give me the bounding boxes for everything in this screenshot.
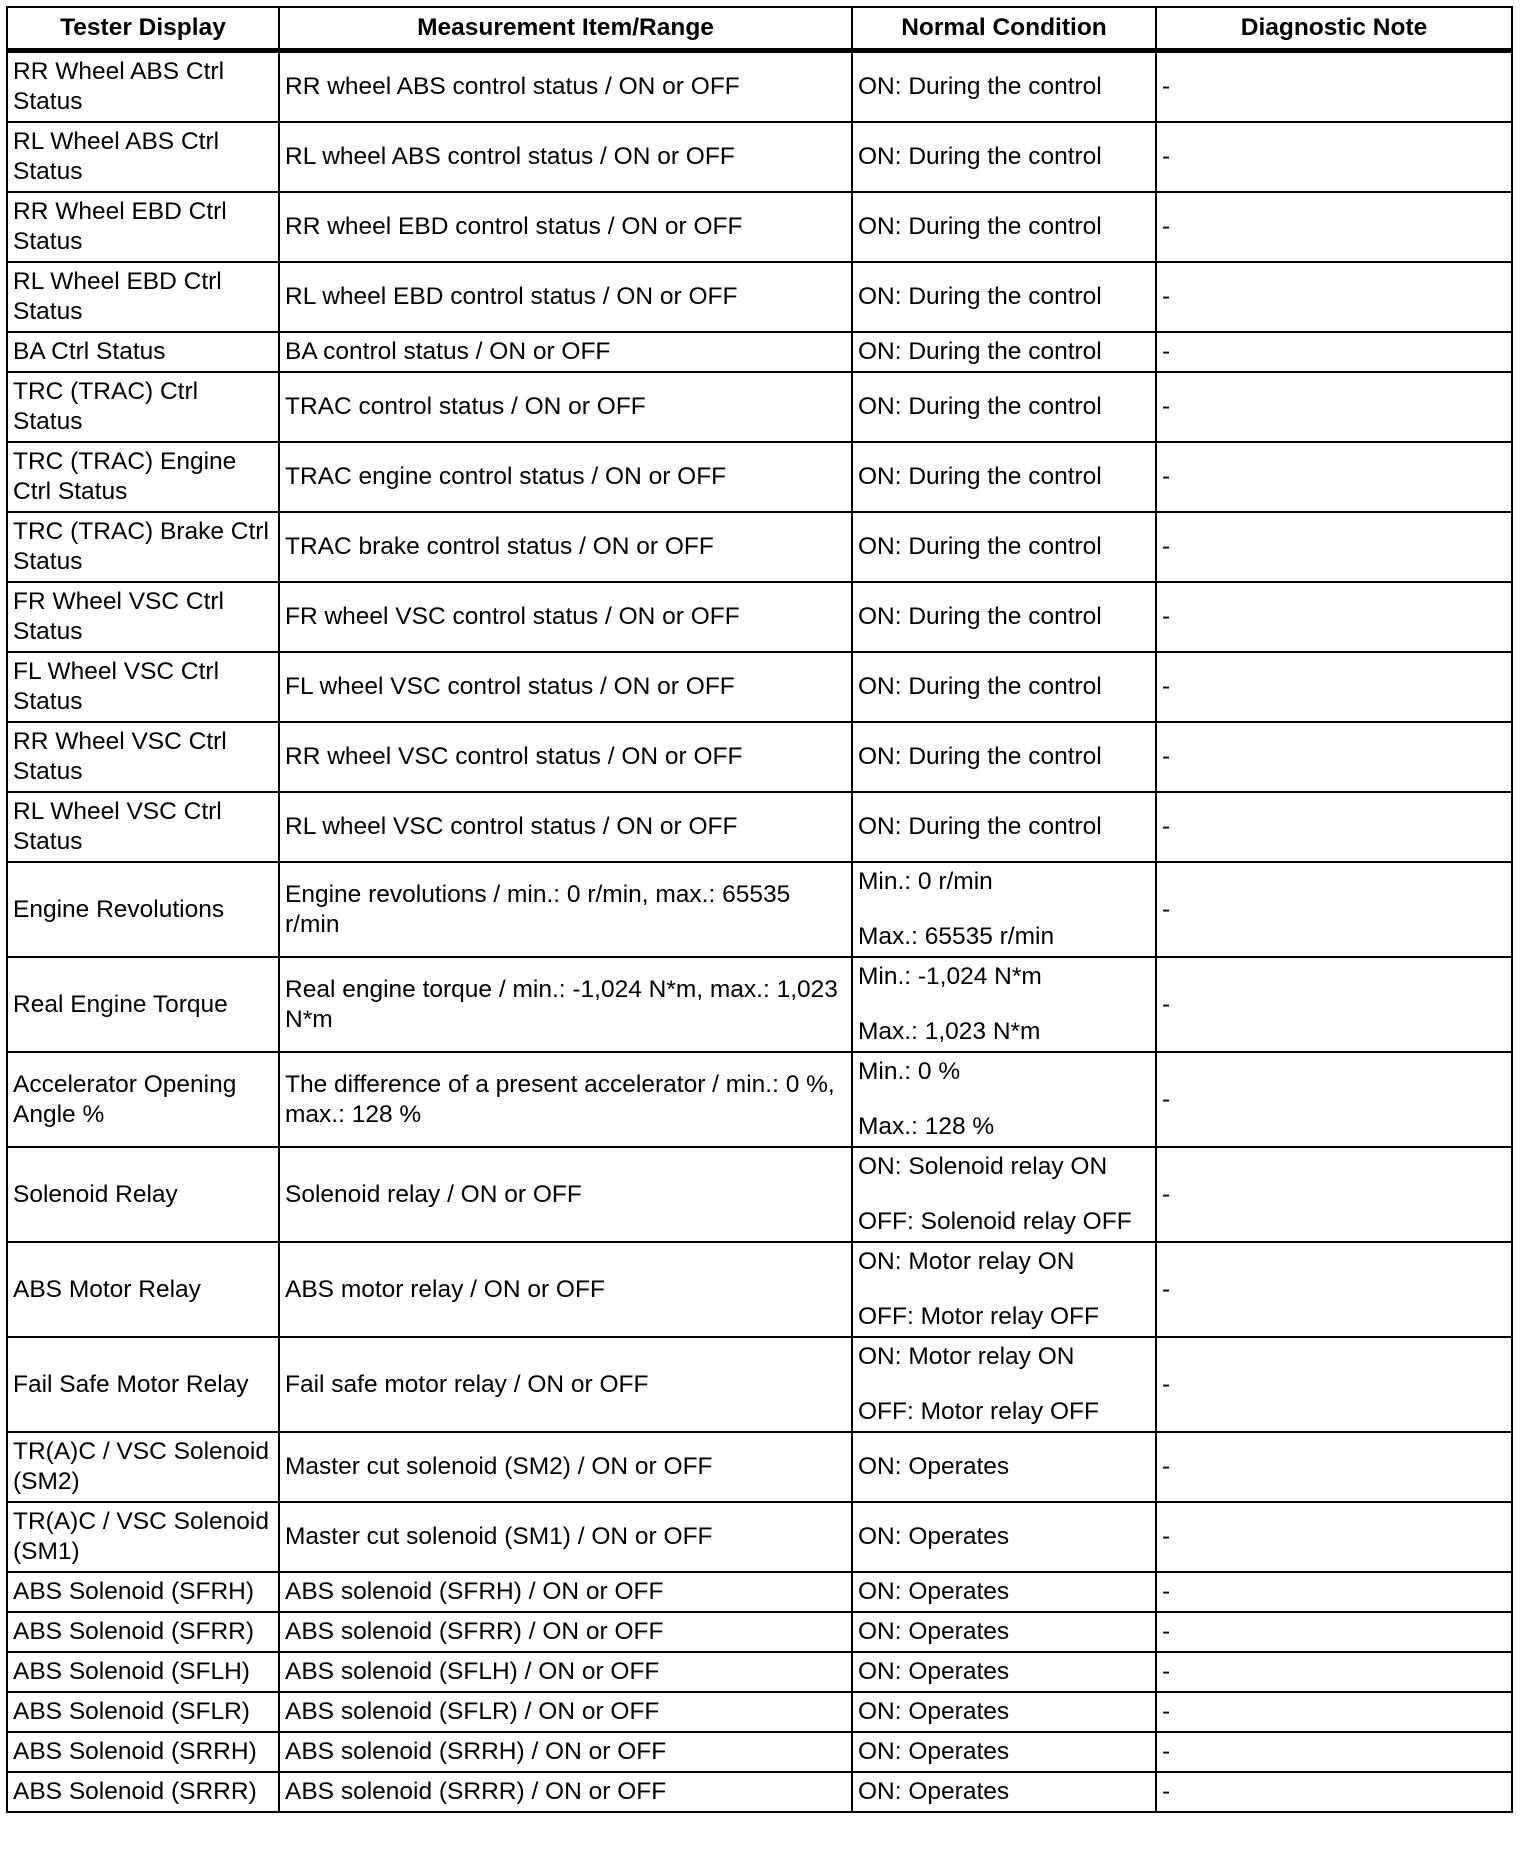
condition-line: ON: Operates [858,1618,1010,1645]
condition-line: ON: Operates [858,1778,1010,1805]
normal-condition-cell [852,652,1156,722]
tester-display-cell: RL Wheel ABS Ctrl Status [7,122,279,192]
tester-display-cell: Accelerator Opening Angle % [7,1052,279,1147]
measurement-item-cell: Master cut solenoid (SM1) / ON or OFF [279,1502,852,1572]
measurement-item-cell: The difference of a present accelerator / min.: 0 %, max.: 128 % [279,1052,852,1147]
table-row [7,262,1512,332]
normal-condition-cell [852,1572,1156,1612]
tester-display-cell: RR Wheel EBD Ctrl Status [7,192,279,262]
tester-display-cell: Solenoid Relay [7,1147,279,1242]
diagnostic-note-cell: - [1156,582,1512,652]
normal-condition-cell [852,1612,1156,1652]
measurement-item-cell: ABS solenoid (SFLH) / ON or OFF [279,1652,852,1692]
diagnostic-note-cell: - [1156,1242,1512,1337]
table-row [7,582,1512,652]
table-body [7,51,1512,1813]
condition-line: Max.: 65535 r/min [858,923,1055,950]
condition-line: Min.: 0 % [858,1058,961,1085]
header-measurement-item: Measurement Item/Range [279,7,852,51]
condition-line: ON: During the control [858,73,1102,100]
data-monitor-table [6,6,1513,1813]
condition-line: OFF: Motor relay OFF [858,1303,1099,1330]
table-row [7,792,1512,862]
condition-line: OFF: Solenoid relay OFF [858,1208,1132,1235]
normal-condition-cell [852,1337,1156,1432]
measurement-item-cell: FL wheel VSC control status / ON or OFF [279,652,852,722]
condition-line: ON: During the control [858,533,1102,560]
condition-line: ON: During the control [858,393,1102,420]
tester-display-cell: TRC (TRAC) Ctrl Status [7,372,279,442]
normal-condition-cell [852,51,1156,123]
measurement-item-cell: BA control status / ON or OFF [279,332,852,372]
normal-condition-cell [852,1147,1156,1242]
condition-line: ON: Operates [858,1578,1010,1605]
measurement-item-cell: RR wheel ABS control status / ON or OFF [279,51,852,123]
condition-line: ON: Operates [858,1698,1010,1725]
tester-display-cell: ABS Solenoid (SFLR) [7,1692,279,1732]
table-row [7,372,1512,442]
table-row [7,862,1512,957]
tester-display-cell: ABS Solenoid (SFRH) [7,1572,279,1612]
measurement-item-cell: Solenoid relay / ON or OFF [279,1147,852,1242]
measurement-item-cell: Master cut solenoid (SM2) / ON or OFF [279,1432,852,1502]
diagnostic-note-cell: - [1156,192,1512,262]
tester-display-cell: RL Wheel VSC Ctrl Status [7,792,279,862]
condition-line: Min.: -1,024 N*m [858,963,1042,990]
tester-display-cell: ABS Solenoid (SRRR) [7,1772,279,1812]
measurement-item-cell: RR wheel VSC control status / ON or OFF [279,722,852,792]
diagnostic-note-cell: - [1156,332,1512,372]
measurement-item-cell: ABS solenoid (SFRR) / ON or OFF [279,1612,852,1652]
condition-line: ON: During the control [858,673,1102,700]
condition-line: ON: Operates [858,1523,1010,1550]
table-row [7,51,1512,123]
normal-condition-cell [852,512,1156,582]
normal-condition-cell [852,372,1156,442]
table-row [7,442,1512,512]
tester-display-cell: RR Wheel VSC Ctrl Status [7,722,279,792]
normal-condition-cell [852,332,1156,372]
normal-condition-cell [852,262,1156,332]
measurement-item-cell: ABS solenoid (SFLR) / ON or OFF [279,1692,852,1732]
diagnostic-note-cell: - [1156,1572,1512,1612]
condition-line: ON: Operates [858,1453,1010,1480]
condition-line: ON: Motor relay ON [858,1343,1075,1370]
tester-display-cell: TR(A)C / VSC Solenoid (SM1) [7,1502,279,1572]
tester-display-cell: Fail Safe Motor Relay [7,1337,279,1432]
diagnostic-note-cell: - [1156,652,1512,722]
diagnostic-note-cell: - [1156,1337,1512,1432]
tester-display-cell: RR Wheel ABS Ctrl Status [7,51,279,123]
condition-line: ON: During the control [858,463,1102,490]
condition-line: OFF: Motor relay OFF [858,1398,1099,1425]
table-row [7,1052,1512,1147]
tester-display-cell: TRC (TRAC) Brake Ctrl Status [7,512,279,582]
diagnostic-note-cell: - [1156,792,1512,862]
table-row [7,1612,1512,1652]
tester-display-cell: ABS Solenoid (SRRH) [7,1732,279,1772]
condition-line: Max.: 1,023 N*m [858,1018,1041,1045]
measurement-item-cell: FR wheel VSC control status / ON or OFF [279,582,852,652]
diagnostic-note-cell: - [1156,722,1512,792]
table-row [7,192,1512,262]
diagnostic-note-cell: - [1156,512,1512,582]
diagnostic-note-cell: - [1156,372,1512,442]
normal-condition-cell [852,1502,1156,1572]
table-row [7,722,1512,792]
tester-display-cell: Engine Revolutions [7,862,279,957]
tester-display-cell: TR(A)C / VSC Solenoid (SM2) [7,1432,279,1502]
condition-line: ON: During the control [858,283,1102,310]
diagnostic-note-cell: - [1156,957,1512,1052]
table-row [7,957,1512,1052]
table-header-row [7,7,1512,51]
normal-condition-cell [852,192,1156,262]
measurement-item-cell: ABS motor relay / ON or OFF [279,1242,852,1337]
condition-line: ON: During the control [858,143,1102,170]
diagnostic-note-cell: - [1156,1732,1512,1772]
table-row [7,1772,1512,1812]
measurement-item-cell: RL wheel ABS control status / ON or OFF [279,122,852,192]
normal-condition-cell [852,1692,1156,1732]
table-row [7,332,1512,372]
normal-condition-cell [852,122,1156,192]
diagnostic-note-cell: - [1156,1652,1512,1692]
diagnostic-note-cell: - [1156,1052,1512,1147]
measurement-item-cell: TRAC engine control status / ON or OFF [279,442,852,512]
tester-display-cell: FR Wheel VSC Ctrl Status [7,582,279,652]
normal-condition-cell [852,1652,1156,1692]
table-row [7,652,1512,722]
table-row [7,1732,1512,1772]
table-row [7,1432,1512,1502]
tester-display-cell: TRC (TRAC) Engine Ctrl Status [7,442,279,512]
normal-condition-cell [852,442,1156,512]
normal-condition-cell [852,722,1156,792]
normal-condition-cell [852,862,1156,957]
measurement-item-cell: ABS solenoid (SFRH) / ON or OFF [279,1572,852,1612]
condition-line: ON: During the control [858,813,1102,840]
condition-line: ON: During the control [858,213,1102,240]
normal-condition-cell [852,1432,1156,1502]
normal-condition-cell [852,1772,1156,1812]
condition-line: ON: Solenoid relay ON [858,1153,1108,1180]
table-row [7,1572,1512,1612]
diagnostic-note-cell: - [1156,1612,1512,1652]
normal-condition-cell [852,792,1156,862]
tester-display-cell: RL Wheel EBD Ctrl Status [7,262,279,332]
condition-line: ON: During the control [858,743,1102,770]
measurement-item-cell: Real engine torque / min.: -1,024 N*m, max.: 1,023 N*m [279,957,852,1052]
measurement-item-cell: RL wheel VSC control status / ON or OFF [279,792,852,862]
normal-condition-cell [852,1052,1156,1147]
tester-display-cell: FL Wheel VSC Ctrl Status [7,652,279,722]
table-row [7,1337,1512,1432]
table-row [7,1652,1512,1692]
tester-display-cell: ABS Motor Relay [7,1242,279,1337]
condition-line: Min.: 0 r/min [858,868,993,895]
condition-line: Max.: 128 % [858,1113,995,1140]
table-row [7,1242,1512,1337]
diagnostic-note-cell: - [1156,442,1512,512]
tester-display-cell: ABS Solenoid (SFLH) [7,1652,279,1692]
condition-line: ON: Operates [858,1738,1010,1765]
measurement-item-cell: RL wheel EBD control status / ON or OFF [279,262,852,332]
table-row [7,1147,1512,1242]
diagnostic-note-cell: - [1156,1432,1512,1502]
normal-condition-cell [852,1732,1156,1772]
table-row [7,122,1512,192]
diagnostic-note-cell: - [1156,1502,1512,1572]
measurement-item-cell: ABS solenoid (SRRH) / ON or OFF [279,1732,852,1772]
diagnostic-note-cell: - [1156,51,1512,123]
condition-line: ON: During the control [858,603,1102,630]
header-tester-display: Tester Display [7,7,279,51]
measurement-item-cell: Engine revolutions / min.: 0 r/min, max.: 65535 r/min [279,862,852,957]
diagnostic-note-cell: - [1156,1772,1512,1812]
table-row [7,1692,1512,1732]
condition-line: ON: Motor relay ON [858,1248,1075,1275]
measurement-item-cell: Fail safe motor relay / ON or OFF [279,1337,852,1432]
condition-line: ON: Operates [858,1658,1010,1685]
diagnostic-note-cell: - [1156,122,1512,192]
table-row [7,512,1512,582]
normal-condition-cell [852,1242,1156,1337]
normal-condition-cell [852,957,1156,1052]
diagnostic-note-cell: - [1156,262,1512,332]
table-row [7,1502,1512,1572]
measurement-item-cell: TRAC brake control status / ON or OFF [279,512,852,582]
normal-condition-cell [852,582,1156,652]
header-normal-condition: Normal Condition [852,7,1156,51]
diagnostic-note-cell: - [1156,1692,1512,1732]
measurement-item-cell: TRAC control status / ON or OFF [279,372,852,442]
tester-display-cell: ABS Solenoid (SFRR) [7,1612,279,1652]
header-diagnostic-note: Diagnostic Note [1156,7,1512,51]
measurement-item-cell: ABS solenoid (SRRR) / ON or OFF [279,1772,852,1812]
measurement-item-cell: RR wheel EBD control status / ON or OFF [279,192,852,262]
condition-line: ON: During the control [858,338,1102,365]
tester-display-cell: Real Engine Torque [7,957,279,1052]
tester-display-cell: BA Ctrl Status [7,332,279,372]
diagnostic-note-cell: - [1156,862,1512,957]
diagnostic-note-cell: - [1156,1147,1512,1242]
